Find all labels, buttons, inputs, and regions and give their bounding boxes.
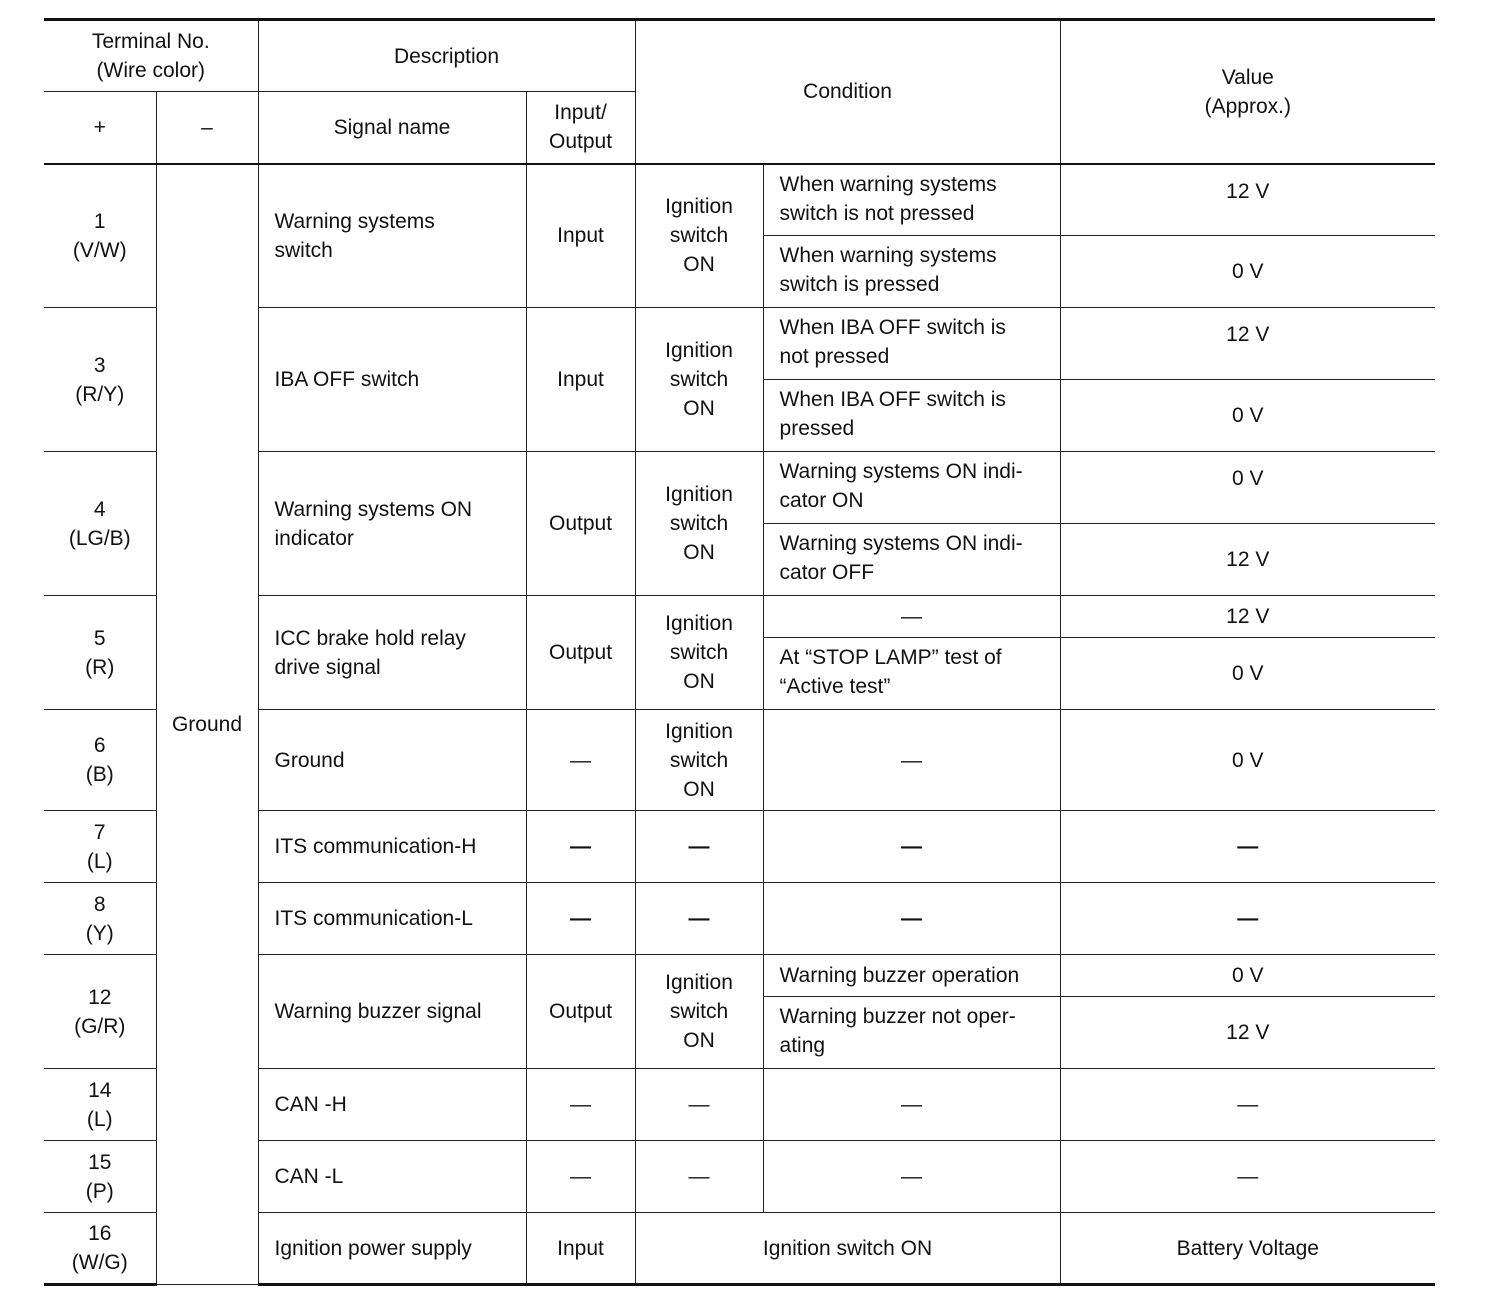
signal-name: ITS communication-L	[258, 883, 526, 955]
header-wire-color-line2: (Wire color)	[96, 59, 205, 82]
value-cell: 12 V	[1060, 524, 1435, 596]
sub-condition	[763, 997, 1060, 1069]
sub-condition-line2: cator OFF	[779, 561, 875, 584]
terminal-number: 8	[93, 892, 106, 916]
condition-line2: switch	[669, 748, 729, 772]
sub-condition-line2: cator ON	[779, 489, 864, 512]
condition-line2: switch	[669, 224, 729, 248]
terminal-number: 14	[88, 1078, 112, 1102]
header-condition: Condition	[635, 20, 1060, 164]
terminal-number: 3	[93, 353, 106, 377]
header-row-1	[44, 20, 1435, 92]
condition-cell: —	[635, 883, 763, 955]
terminal-number: 1	[93, 209, 106, 233]
condition-cell: —	[635, 811, 763, 883]
sub-condition-line1: Warning systems ON indi-	[779, 532, 1023, 555]
terminal-number: 15	[88, 1150, 112, 1174]
header-signal-name: Signal name	[258, 92, 526, 164]
wire-color: (B)	[85, 763, 114, 786]
sub-condition-line2: “Active test”	[779, 675, 891, 698]
condition-cell	[635, 308, 763, 452]
header-terminal-no-line1: Terminal No.	[91, 30, 210, 53]
value-cell: 0 V	[1060, 236, 1435, 308]
io-cell: Input	[526, 164, 635, 308]
terminal-number: 4	[93, 497, 106, 521]
signal-name-line2: drive signal	[274, 655, 381, 679]
sub-condition: —	[763, 1141, 1060, 1213]
condition-line3: ON	[683, 397, 715, 420]
sub-condition-line1: When warning systems	[779, 172, 997, 196]
header-io-line1: Input/	[554, 101, 607, 125]
sub-condition-line1: When warning systems	[779, 244, 997, 267]
condition-cell	[635, 710, 763, 811]
condition-line3: ON	[683, 670, 715, 693]
sub-condition-line1: At “STOP LAMP” test of	[779, 646, 1002, 669]
sub-condition-line2: pressed	[779, 417, 855, 440]
value-cell: —	[1060, 811, 1435, 883]
io-cell: Input	[526, 1213, 635, 1285]
sub-condition	[763, 452, 1060, 524]
terminal-cell	[44, 596, 156, 710]
condition-line1: Ignition	[665, 612, 733, 635]
signal-name-line1: Warning systems	[274, 209, 435, 233]
io-cell: Output	[526, 955, 635, 1069]
value-cell: 12 V	[1060, 596, 1435, 638]
condition-cell: —	[635, 1141, 763, 1213]
signal-name-line1: Warning systems ON	[274, 497, 473, 521]
sub-condition-line1: Warning buzzer not oper-	[779, 1005, 1016, 1028]
condition-cell	[635, 955, 763, 1069]
header-description: Description	[258, 20, 635, 92]
signal-name-line2: switch	[274, 238, 333, 262]
header-plus: +	[44, 92, 156, 164]
header-minus: –	[156, 92, 258, 164]
sub-condition: —	[763, 883, 1060, 955]
wire-color: (R/Y)	[75, 382, 125, 406]
table-row-terminal-1	[44, 164, 1435, 236]
sub-condition-line2: switch is not pressed	[779, 201, 975, 225]
terminal-cell	[44, 164, 156, 308]
terminal-cell	[44, 452, 156, 596]
io-cell: Output	[526, 596, 635, 710]
value-cell: Battery Voltage	[1060, 1213, 1435, 1285]
sub-condition	[763, 308, 1060, 380]
sub-condition-line1: When IBA OFF switch is	[779, 388, 1006, 411]
terminal-cell	[44, 883, 156, 955]
sub-condition-line2: ating	[779, 1034, 826, 1057]
header-io-line2: Output	[548, 130, 613, 154]
terminal-cell	[44, 1069, 156, 1141]
condition-line3: ON	[683, 541, 715, 564]
wire-color: (L)	[86, 849, 113, 873]
signal-name: ITS communication-H	[258, 811, 526, 883]
sub-condition	[763, 524, 1060, 596]
condition-line1: Ignition	[665, 971, 733, 994]
value-cell: 12 V	[1060, 308, 1435, 380]
sub-condition-line1: When IBA OFF switch is	[779, 316, 1006, 339]
condition-cell	[635, 164, 763, 308]
signal-name: CAN -H	[258, 1069, 526, 1141]
header-terminal-no	[44, 20, 258, 92]
value-cell: —	[1060, 883, 1435, 955]
value-cell: 0 V	[1060, 452, 1435, 524]
header-value-line1: Value	[1221, 65, 1274, 89]
sub-condition	[763, 380, 1060, 452]
sub-condition: —	[763, 1069, 1060, 1141]
value-cell: 12 V	[1060, 164, 1435, 236]
io-cell: —	[526, 710, 635, 811]
terminal-number: 5	[93, 626, 106, 650]
header-value-line2: (Approx.)	[1204, 94, 1291, 118]
condition-cell: Ignition switch ON	[635, 1213, 1060, 1285]
condition-line3: ON	[683, 777, 715, 801]
signal-name: IBA OFF switch	[258, 308, 526, 452]
terminal-number: 6	[93, 734, 106, 757]
wire-color: (G/R)	[74, 1014, 126, 1038]
value-cell: 0 V	[1060, 710, 1435, 811]
condition-line3: ON	[683, 1029, 715, 1052]
condition-line1: Ignition	[665, 719, 733, 743]
header-input-output	[526, 92, 635, 164]
terminal-cell	[44, 710, 156, 811]
terminal-number: 12	[88, 985, 112, 1009]
io-cell: —	[526, 811, 635, 883]
condition-cell	[635, 452, 763, 596]
signal-name	[258, 452, 526, 596]
wire-color: (LG/B)	[68, 526, 131, 550]
io-cell: Input	[526, 308, 635, 452]
signal-name	[258, 596, 526, 710]
sub-condition	[763, 638, 1060, 710]
io-cell: —	[526, 1141, 635, 1213]
signal-name	[258, 164, 526, 308]
sub-condition-line2: not pressed	[779, 345, 890, 368]
value-cell: 12 V	[1060, 997, 1435, 1069]
ground-cell: Ground	[156, 164, 258, 1285]
terminal-cell	[44, 308, 156, 452]
wire-color: (W/G)	[71, 1251, 128, 1274]
terminal-cell	[44, 1213, 156, 1285]
sub-condition	[763, 236, 1060, 308]
condition-line2: switch	[669, 1000, 729, 1023]
value-cell: 0 V	[1060, 955, 1435, 997]
signal-name: CAN -L	[258, 1141, 526, 1213]
sub-condition: Warning buzzer operation	[763, 955, 1060, 997]
signal-name: Ground	[258, 710, 526, 811]
condition-line2: switch	[669, 368, 729, 391]
signal-name: Warning buzzer signal	[258, 955, 526, 1069]
wire-color: (L)	[86, 1107, 113, 1131]
wire-color: (V/W)	[72, 238, 127, 262]
sub-condition: —	[763, 596, 1060, 638]
condition-line1: Ignition	[665, 483, 733, 506]
condition-line2: switch	[669, 641, 729, 664]
wire-color: (R)	[85, 655, 115, 679]
wire-color: (P)	[85, 1179, 114, 1203]
condition-line1: Ignition	[665, 339, 733, 362]
condition-cell: —	[635, 1069, 763, 1141]
io-cell: —	[526, 883, 635, 955]
sub-condition: —	[763, 710, 1060, 811]
value-cell: 0 V	[1060, 638, 1435, 710]
terminal-cell	[44, 955, 156, 1069]
sub-condition-line1: Warning systems ON indi-	[779, 460, 1023, 483]
sub-condition	[763, 164, 1060, 236]
wire-color: (Y)	[85, 921, 114, 945]
condition-line1: Ignition	[665, 195, 733, 219]
sub-condition-line2: switch is pressed	[779, 273, 940, 296]
terminal-cell	[44, 811, 156, 883]
condition-cell	[635, 596, 763, 710]
value-cell: —	[1060, 1069, 1435, 1141]
signal-name-line2: indicator	[274, 526, 354, 550]
io-cell: —	[526, 1069, 635, 1141]
condition-line2: switch	[669, 512, 729, 535]
condition-line3: ON	[683, 253, 715, 277]
terminal-number: 16	[88, 1222, 112, 1245]
signal-name: Ignition power supply	[258, 1213, 526, 1285]
value-cell: 0 V	[1060, 380, 1435, 452]
terminal-cell	[44, 1141, 156, 1213]
value-cell: —	[1060, 1141, 1435, 1213]
io-cell: Output	[526, 452, 635, 596]
terminal-number: 7	[93, 820, 106, 844]
sub-condition: —	[763, 811, 1060, 883]
signal-name-line1: ICC brake hold relay	[274, 626, 466, 650]
header-value	[1060, 20, 1435, 164]
terminal-table	[44, 18, 1435, 1286]
